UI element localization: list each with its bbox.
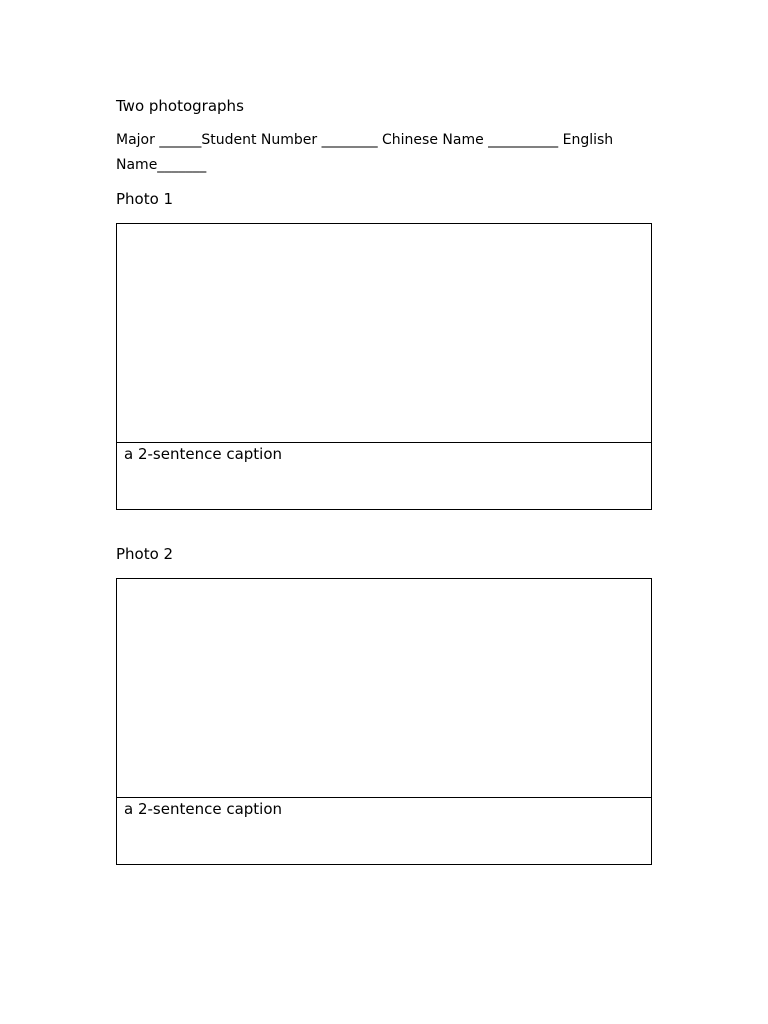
photo-2-caption-cell [117, 798, 651, 864]
photo-1-caption-cell [117, 443, 651, 509]
photo-2-caption: a 2-sentence caption [124, 800, 283, 818]
student-info-line: Major ______Student Number ________ Chinese Name __________ English [116, 132, 614, 148]
student-info-line-continued: Name_______ [116, 157, 207, 173]
page-title: Two photographs [116, 97, 244, 115]
photo-1-placeholder [117, 224, 651, 443]
photo-1-table [116, 223, 652, 510]
photo-2-placeholder [117, 579, 651, 798]
photo-2-heading: Photo 2 [116, 545, 174, 563]
photo-1-caption: a 2-sentence caption [124, 445, 283, 463]
photo-1-heading: Photo 1 [116, 190, 174, 208]
photo-2-table [116, 578, 652, 865]
